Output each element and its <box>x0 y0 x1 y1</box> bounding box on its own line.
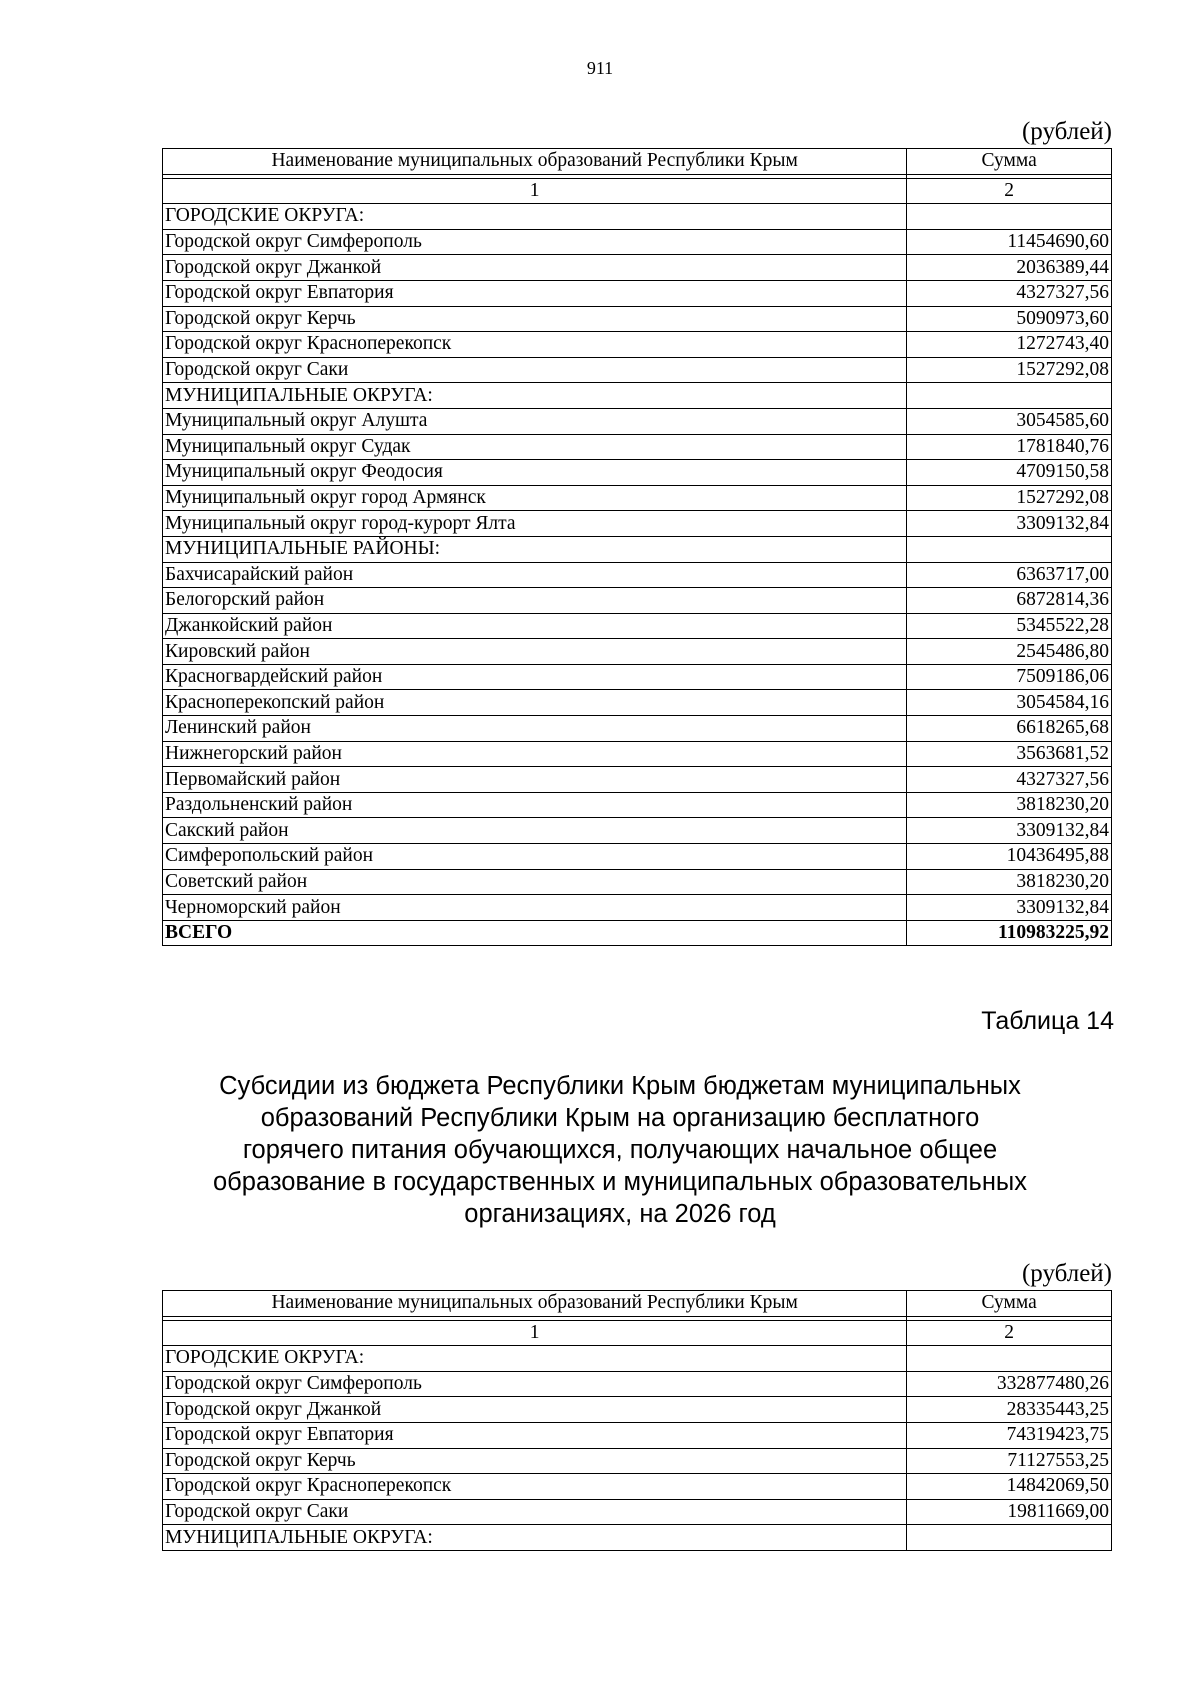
column-number-1: 1 <box>163 178 907 204</box>
table-title-line: образований Республики Крым на организацию бесплатного <box>260 1104 980 1132</box>
municipality-name: Городской округ Керчь <box>163 1448 907 1474</box>
table-row <box>163 844 1112 870</box>
table-row <box>163 1346 1112 1372</box>
table-row <box>163 1422 1112 1448</box>
table1-unit: (рублей) <box>1021 118 1112 145</box>
column-number-2: 2 <box>907 178 1112 204</box>
table-title-line: организациях, на 2026 год <box>464 1200 776 1228</box>
municipality-name: МУНИЦИПАЛЬНЫЕ РАЙОНЫ: <box>163 536 907 562</box>
amount: 6872814,36 <box>907 588 1112 614</box>
table-row <box>163 639 1112 665</box>
municipality-name: ВСЕГО <box>163 920 907 946</box>
table-row <box>163 716 1112 742</box>
municipality-name: Муниципальный округ Феодосия <box>163 460 907 486</box>
table-title-line: образование в государственных и муниципальных образовательных <box>213 1168 1027 1196</box>
municipality-name: Городской округ Евпатория <box>163 280 907 306</box>
municipality-name: Кировский район <box>163 639 907 665</box>
amount: 4709150,58 <box>907 460 1112 486</box>
municipality-name: Городской округ Саки <box>163 1499 907 1525</box>
amount: 3818230,20 <box>907 792 1112 818</box>
municipality-name: Раздольненский район <box>163 792 907 818</box>
amount: 1527292,08 <box>907 485 1112 511</box>
amount: 3309132,84 <box>907 511 1112 537</box>
municipality-name: Городской округ Симферополь <box>163 229 907 255</box>
header-sum: Сумма <box>907 1291 1112 1317</box>
amount: 332877480,26 <box>907 1371 1112 1397</box>
amount: 19811669,00 <box>907 1499 1112 1525</box>
table-row <box>163 1448 1112 1474</box>
amount: 10436495,88 <box>907 844 1112 870</box>
column-number-row <box>163 1320 1112 1346</box>
table-row <box>163 562 1112 588</box>
municipality-name: МУНИЦИПАЛЬНЫЕ ОКРУГА: <box>163 1525 907 1551</box>
amount <box>907 383 1112 409</box>
municipality-name: Городской округ Красноперекопск <box>163 1474 907 1500</box>
table-row <box>163 1397 1112 1423</box>
table-row <box>163 818 1112 844</box>
municipality-name: Ленинский район <box>163 716 907 742</box>
column-number-2: 2 <box>907 1320 1112 1346</box>
municipality-name: Джанкойский район <box>163 613 907 639</box>
amount: 4327327,56 <box>907 280 1112 306</box>
total-row <box>163 920 1112 946</box>
municipality-name: Нижнегорский район <box>163 741 907 767</box>
municipality-name: Городской округ Красноперекопск <box>163 332 907 358</box>
table-row <box>163 229 1112 255</box>
table-title-line: горячего питания обучающихся, получающих начальное общее <box>242 1136 998 1164</box>
table-row <box>163 255 1112 281</box>
table-row <box>163 511 1112 537</box>
amount: 3309132,84 <box>907 895 1112 921</box>
table-row <box>163 767 1112 793</box>
amount: 5345522,28 <box>907 613 1112 639</box>
municipality-name: ГОРОДСКИЕ ОКРУГА: <box>163 204 907 230</box>
subsidy-table-1 <box>162 148 1112 946</box>
municipality-name: Сакский район <box>163 818 907 844</box>
table-row <box>163 280 1112 306</box>
amount: 2036389,44 <box>907 255 1112 281</box>
table-row <box>163 332 1112 358</box>
table-row <box>163 690 1112 716</box>
header-name: Наименование муниципальных образований Республики Крым <box>163 149 907 175</box>
amount: 5090973,60 <box>907 306 1112 332</box>
municipality-name: Бахчисарайский район <box>163 562 907 588</box>
column-number-row <box>163 178 1112 204</box>
table-row <box>163 1474 1112 1500</box>
amount <box>907 1525 1112 1551</box>
table-title-line: Субсидии из бюджета Республики Крым бюджетам муниципальных <box>219 1072 1021 1100</box>
municipality-name: Муниципальный округ Алушта <box>163 408 907 434</box>
table-header-row <box>163 149 1112 175</box>
table-title <box>190 1070 1050 1230</box>
municipality-name: Симферопольский район <box>163 844 907 870</box>
amount: 3309132,84 <box>907 818 1112 844</box>
table-row <box>163 664 1112 690</box>
amount: 6618265,68 <box>907 716 1112 742</box>
table-row <box>163 434 1112 460</box>
table2-unit: (рублей) <box>1021 1260 1112 1287</box>
table-row <box>163 357 1112 383</box>
table-row <box>163 485 1112 511</box>
table-row <box>163 204 1112 230</box>
municipality-name: Муниципальный округ Судак <box>163 434 907 460</box>
amount: 3054585,60 <box>907 408 1112 434</box>
amount: 28335443,25 <box>907 1397 1112 1423</box>
municipality-name: Городской округ Керчь <box>163 306 907 332</box>
page-number: 911 <box>586 58 614 78</box>
amount: 4327327,56 <box>907 767 1112 793</box>
amount: 6363717,00 <box>907 562 1112 588</box>
table-row <box>163 613 1112 639</box>
header-sum: Сумма <box>907 149 1112 175</box>
table-row <box>163 1499 1112 1525</box>
municipality-name: Муниципальный округ город Армянск <box>163 485 907 511</box>
amount: 14842069,50 <box>907 1474 1112 1500</box>
amount: 11454690,60 <box>907 229 1112 255</box>
table-row <box>163 460 1112 486</box>
amount: 1272743,40 <box>907 332 1112 358</box>
amount: 110983225,92 <box>907 920 1112 946</box>
amount: 1527292,08 <box>907 357 1112 383</box>
column-number-1: 1 <box>163 1320 907 1346</box>
amount <box>907 204 1112 230</box>
municipality-name: Муниципальный округ город-курорт Ялта <box>163 511 907 537</box>
table-header-row <box>163 1291 1112 1317</box>
table-row <box>163 536 1112 562</box>
table-row <box>163 741 1112 767</box>
municipality-name: ГОРОДСКИЕ ОКРУГА: <box>163 1346 907 1372</box>
amount <box>907 536 1112 562</box>
table-row <box>163 895 1112 921</box>
municipality-name: Городской округ Джанкой <box>163 255 907 281</box>
table-label: Таблица 14 <box>981 1007 1114 1035</box>
municipality-name: Красногвардейский район <box>163 664 907 690</box>
header-name: Наименование муниципальных образований Республики Крым <box>163 1291 907 1317</box>
municipality-name: Городской округ Симферополь <box>163 1371 907 1397</box>
table-row <box>163 792 1112 818</box>
amount: 3054584,16 <box>907 690 1112 716</box>
subsidy-table-2 <box>162 1290 1112 1551</box>
municipality-name: Городской округ Джанкой <box>163 1397 907 1423</box>
amount: 3563681,52 <box>907 741 1112 767</box>
table-row <box>163 408 1112 434</box>
municipality-name: Красноперекопский район <box>163 690 907 716</box>
municipality-name: Советский район <box>163 869 907 895</box>
municipality-name: МУНИЦИПАЛЬНЫЕ ОКРУГА: <box>163 383 907 409</box>
municipality-name: Городской округ Саки <box>163 357 907 383</box>
municipality-name: Белогорский район <box>163 588 907 614</box>
table-row <box>163 383 1112 409</box>
municipality-name: Черноморский район <box>163 895 907 921</box>
municipality-name: Первомайский район <box>163 767 907 793</box>
amount: 74319423,75 <box>907 1422 1112 1448</box>
amount: 1781840,76 <box>907 434 1112 460</box>
table-row <box>163 869 1112 895</box>
amount: 7509186,06 <box>907 664 1112 690</box>
amount: 71127553,25 <box>907 1448 1112 1474</box>
amount <box>907 1346 1112 1372</box>
table-row <box>163 1525 1112 1551</box>
amount: 2545486,80 <box>907 639 1112 665</box>
municipality-name: Городской округ Евпатория <box>163 1422 907 1448</box>
table-row <box>163 588 1112 614</box>
amount: 3818230,20 <box>907 869 1112 895</box>
table-row <box>163 306 1112 332</box>
table-row <box>163 1371 1112 1397</box>
